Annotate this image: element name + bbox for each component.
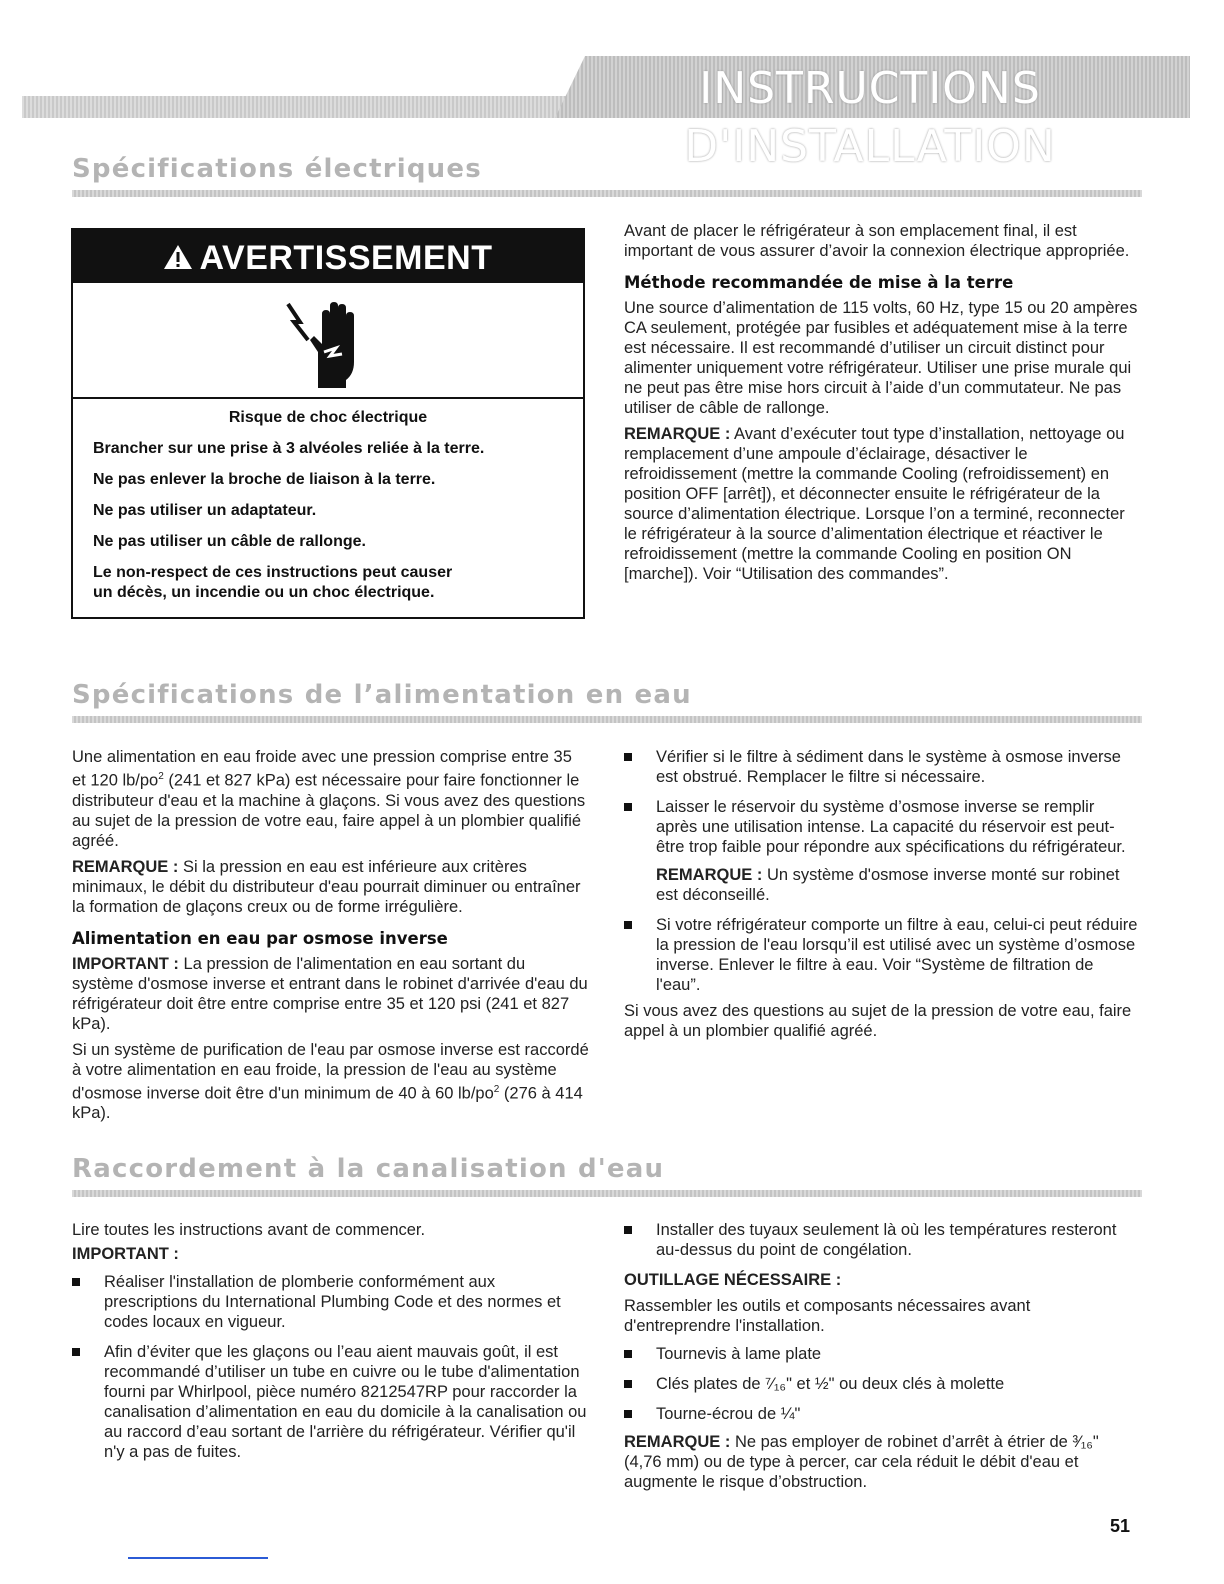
page-number: 51	[1110, 1516, 1131, 1536]
section-rule	[72, 716, 1142, 723]
water-closing: Si vous avez des questions au sujet de la pression de votre eau, faire appel à un plombier qualifié agréé.	[624, 1002, 1132, 1040]
section-rule	[72, 190, 1142, 197]
warning-line: Brancher sur une prise à 3 alvéoles reliée à la terre.	[93, 440, 485, 457]
warning-title: AVERTISSEMENT	[73, 230, 583, 283]
ro-important: IMPORTANT : La pression de l'alimentation en eau sortant du système d'osmose inverse et entrant dans le robinet d'arrivée d'eau du réfrigérateur doit être entre comprise entre 35 et 120 psi (241 et 827 kPa).	[72, 954, 588, 1033]
section-title-connection: Raccordement à la canalisation d'eau	[72, 1154, 665, 1184]
tool-item: Clés plates de ⁷⁄₁₆" et ½" ou deux clés à molette	[624, 1374, 1140, 1394]
bullet-note: REMARQUE : Un système d'osmose inverse monté sur robinet est déconseillé.	[656, 866, 1120, 904]
list-item: Si votre réfrigérateur comporte un filtre à eau, celui-ci peut réduire la pression de l'eau lorsqu’il est utilisé avec un système d’osmose inverse. Enlever le filtre à eau. Voir “Système de filtration de l'eau”.	[624, 915, 1140, 995]
water-left-column	[72, 747, 590, 1123]
list-item: Laisser le réservoir du système d’osmose inverse se remplir après une utilisation intense. La capacité du réservoir est peut-être trop faible pour répondre aux spécifications du réfrigérateur.	[624, 797, 1140, 857]
grounding-text: Une source d’alimentation de 115 volts, 60 Hz, type 15 ou 20 ampères CA seulement, protégée par fusibles et adéquatement mise à la terre est nécessaire. Il est recommandé d’utiliser un circuit distinct pour alimenter uniquement votre réfrigérateur. Utiliser une prise murale qui ne peut pas être mise hors circuit à l’aide d’un commutateur. Ne pas utiliser de câble de rallonge.	[624, 299, 1138, 417]
connection-left-column	[72, 1220, 590, 1462]
warning-line: Risque de choc électrique	[228, 409, 428, 426]
ro-text: Si un système de purification de l'eau par osmose inverse est raccordé à votre alimentation en eau froide, la pression de l'eau au système d'osmose inverse doit être d'un minimum de 40 à 60 $lb/po^2$ (276 à 414 kPa).	[72, 1040, 589, 1122]
water-intro: Une alimentation en eau froide avec une pression comprise entre 35 et 120 $lb/po^2$ (241 et 827 kPa) est nécessaire pour faire fonctionner le distributeur d'eau et la machine à glaçons. Si vous avez des questions au sujet de la pression de votre eau, faire appel à un plombier qualifié agréé.	[72, 748, 586, 850]
warning-triangle-icon	[163, 232, 193, 288]
warning-line: Ne pas utiliser un adaptateur.	[93, 502, 317, 519]
tools-heading: OUTILLAGE NÉCESSAIRE :	[624, 1271, 842, 1289]
important-label: IMPORTANT :	[72, 1245, 179, 1263]
ro-heading: Alimentation en eau par osmose inverse	[72, 928, 448, 948]
warning-line: Ne pas enlever la broche de liaison à la terre.	[93, 471, 436, 488]
warning-line: un décès, un incendie ou un choc électrique.	[93, 584, 435, 601]
warning-line: Le non-respect de ces instructions peut causer	[93, 564, 453, 581]
grounding-heading: Méthode recommandée de mise à la terre	[624, 273, 1014, 292]
electrical-right-column	[624, 221, 1140, 584]
connection-note: REMARQUE : Ne pas employer de robinet d’arrêt à étrier de ³⁄₁₆" (4,76 mm) ou de type à percer, car cela réduit le débit d'eau et augmente le risque d’obstruction.	[624, 1433, 1099, 1491]
electrical-note: REMARQUE : Avant d’exécuter tout type d’installation, nettoyage ou remplacement d’une ampoule d’éclairage, désactiver le refroidissement (mettre la commande Cooling (refroidissement) en position OFF [arrêt]), et déconnecter ensuite le réfrigérateur de la source d’alimentation électrique. Lorsque l’on a terminé, reconnecter le réfrigérateur à la source d’alimentation électrique et réactiver le refroidissement (mettre la commande Cooling en position ON [marche]). Voir “Utilisation des commandes”.	[624, 425, 1125, 583]
warning-divider	[73, 397, 583, 399]
electrical-intro: Avant de placer le réfrigérateur à son emplacement final, il est important de vous assurer d’avoir la connexion électrique appropriée.	[624, 222, 1130, 260]
section-title-electrical: Spécifications électriques	[72, 154, 482, 184]
electric-shock-hand-icon	[278, 292, 378, 392]
section-rule	[72, 1190, 1142, 1197]
list-item: Afin d’éviter que les glaçons ou l’eau aient mauvais goût, il est recommandé d’utiliser un tube en cuivre ou le tube d'alimentation fourni par Whirlpool, pièce numéro 8212547RP pour raccorder la canalisation d’alimentation en eau du domicile à la canalisation ou au raccord d’eau sortant de l'arrière du réfrigérateur. Vérifier qu'il n'y a pas de fuites.	[72, 1342, 590, 1462]
list-item: Réaliser l'installation de plomberie conformément aux prescriptions du International Plumbing Code et des normes et codes locaux en vigueur.	[72, 1272, 590, 1332]
section-title-water-supply: Spécifications de l’alimentation en eau	[72, 680, 692, 710]
water-right-column	[624, 747, 1140, 1041]
tool-item: Tourne-écrou de ¼"	[624, 1404, 1140, 1424]
connection-intro: Lire toutes les instructions avant de commencer.	[72, 1221, 426, 1239]
tools-intro: Rassembler les outils et composants nécessaires avant d'entreprendre l'installation.	[624, 1297, 1031, 1335]
list-item: Installer des tuyaux seulement là où les températures resteront au-dessus du point de congélation.	[624, 1220, 1140, 1260]
connection-right-column	[624, 1220, 1140, 1492]
footer-rule	[128, 1557, 268, 1559]
water-note: REMARQUE : Si la pression en eau est inférieure aux critères minimaux, le débit du distributeur d'eau pourrait diminuer ou entraîner la formation de glaçons creux ou de forme irrégulière.	[72, 857, 581, 916]
warning-line: Ne pas utiliser un câble de rallonge.	[93, 533, 366, 550]
tool-item: Tournevis à lame plate	[624, 1344, 1140, 1364]
list-item: Vérifier si le filtre à sédiment dans le système à osmose inverse est obstrué. Remplacer le filtre si nécessaire.	[624, 747, 1140, 787]
page-title: INSTRUCTIONS D'INSTALLATION	[684, 63, 1056, 172]
